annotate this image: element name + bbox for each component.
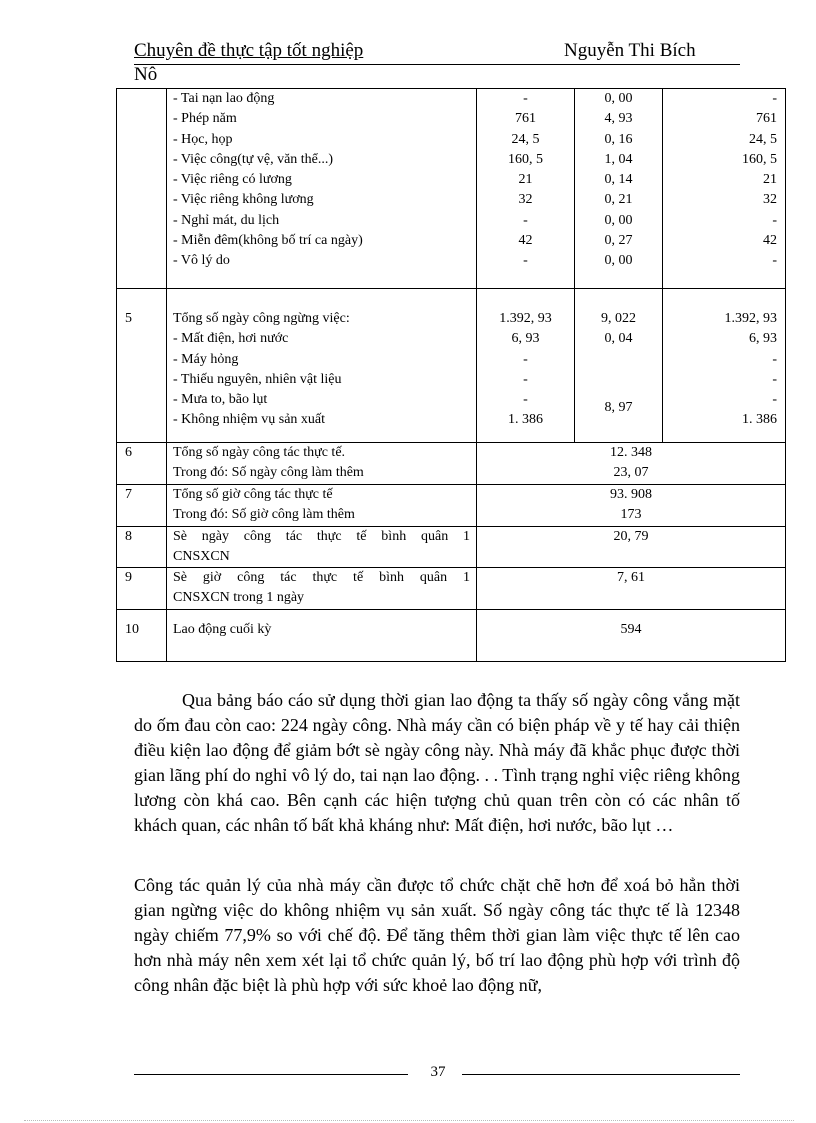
merged-value-cell — [477, 568, 786, 610]
table-row — [117, 526, 786, 568]
value: - — [523, 351, 528, 367]
row-label: Tổng số giờ công tác thực tế — [173, 487, 333, 502]
value: 0, 16 — [604, 131, 633, 147]
row-number-cell — [117, 485, 167, 527]
row-sublabel: Trong đó: Số giờ công làm thêm — [173, 507, 355, 523]
value: 6, 93 — [749, 331, 777, 347]
value: 20, 79 — [613, 528, 649, 544]
value: 1.392, 93 — [724, 311, 777, 326]
list-item: - Không nhiệm vụ sản xuất — [173, 412, 326, 428]
page-number: 37 — [430, 1064, 446, 1080]
value: 0, 21 — [604, 192, 633, 208]
value: 4, 93 — [604, 111, 633, 127]
row-number: 7 — [125, 487, 132, 502]
value: 7, 61 — [617, 570, 645, 586]
row-number-cell — [117, 89, 167, 289]
value: 594 — [620, 621, 642, 637]
value: 32 — [763, 192, 777, 208]
value: 8, 97 — [604, 399, 633, 415]
header-author: Nguyễn Thi Bích — [564, 40, 696, 61]
table-row — [117, 89, 786, 289]
list-item: Tổng số ngày công ngừng việc: — [173, 311, 350, 326]
value: 160, 5 — [742, 151, 777, 167]
merged-value-cell — [477, 526, 786, 568]
value: - — [772, 212, 777, 228]
value: - — [523, 392, 528, 408]
header-title: Chuyên đề thực tập tốt nghiệp — [134, 40, 364, 61]
row-label: Sè giờ công tác thực tế bình quân 1 — [173, 570, 470, 586]
list-item: - Mất điện, hơi nước — [173, 331, 289, 347]
row-label-continued: CNSXCN — [173, 548, 230, 564]
row-number: 10 — [125, 621, 139, 637]
list-item: - Nghỉ mát, du lịch — [173, 212, 280, 228]
labor-time-report-table — [116, 88, 786, 662]
value: 0, 14 — [604, 172, 633, 188]
value: 6, 93 — [511, 331, 540, 347]
list-item: - Việc riêng có lương — [173, 172, 292, 188]
value: 93. 908 — [610, 487, 652, 502]
row-label: Tổng số ngày công tác thực tế. — [173, 445, 346, 460]
page-header — [134, 40, 740, 65]
page-bottom-edge — [24, 1120, 794, 1121]
value: 160, 5 — [508, 151, 543, 167]
table-row — [117, 443, 786, 485]
row-label: Sè ngày công tác thực tế bình quân 1 — [173, 528, 470, 544]
list-item: - Vô lý do — [173, 253, 230, 269]
days-cell — [477, 289, 575, 443]
list-item: - Máy hỏng — [173, 351, 239, 367]
row-number-cell — [117, 289, 167, 443]
value: 24, 5 — [511, 131, 540, 147]
value: - — [772, 253, 777, 269]
table-row — [117, 609, 786, 661]
value: - — [523, 212, 528, 228]
value: 173 — [620, 507, 642, 523]
item-list-cell — [167, 89, 477, 289]
list-item: - Phép năm — [173, 111, 237, 127]
value: - — [772, 91, 777, 106]
table-row — [117, 289, 786, 443]
value: 21 — [763, 172, 777, 188]
days-cell — [477, 89, 575, 289]
value: 24, 5 — [749, 131, 777, 147]
list-item: - Việc công(tự vệ, văn thể...) — [173, 151, 334, 167]
table-row — [117, 568, 786, 610]
label-cell — [167, 526, 477, 568]
value: 23, 07 — [613, 465, 649, 481]
value: 761 — [515, 111, 536, 127]
analysis-paragraph-1: Qua bảng báo cáo sử dụng thời gian lao động ta thấy số ngày công vắng mặt do ốm đau còn cao: 224 ngày công. Nhà máy cần có biện pháp về y tế hay cải thiện điều kiện lao động để giảm bớt sè ngày công này. Nhà máy đã khắc phục được thời gian lãng phí do nghỉ vô lý do, tai nạn lao động. . . Tình trạng nghỉ việc riêng không lương còn khá cao. Bên cạnh các hiện tượng chủ quan trên còn có các nhân tố khách quan, các nhân tố bất khả kháng như: Mất điện, hơi nước, bão lụt … — [134, 690, 740, 835]
list-item: - Miễn đêm(không bố trí ca ngày) — [173, 233, 363, 249]
value: - — [772, 392, 777, 408]
merged-value-cell — [477, 443, 786, 485]
value: 0, 00 — [604, 253, 633, 269]
value: 0, 00 — [604, 212, 633, 228]
value: 1. 386 — [742, 412, 777, 428]
value: 1.392, 93 — [499, 311, 552, 326]
label-cell — [167, 568, 477, 610]
label-cell — [167, 443, 477, 485]
list-item: - Tai nạn lao động — [173, 91, 275, 106]
value: - — [772, 351, 777, 367]
value: 42 — [763, 233, 777, 249]
value: 1. 386 — [508, 412, 543, 428]
row-number: 9 — [125, 570, 132, 586]
value: 9, 022 — [601, 311, 636, 326]
row-number: 5 — [125, 311, 132, 326]
value: - — [523, 253, 528, 269]
value: 42 — [518, 233, 533, 249]
row-number-cell — [117, 526, 167, 568]
value: - — [523, 91, 528, 106]
value: 32 — [518, 192, 533, 208]
header-author-continuation: Nô — [134, 64, 158, 85]
footer-rule-left — [134, 1074, 408, 1075]
list-item: - Thiếu nguyên, nhiên vật liệu — [173, 371, 342, 387]
table-row — [117, 485, 786, 527]
percent-cell — [575, 89, 663, 289]
analysis-paragraph-2: Công tác quản lý của nhà máy cần được tổ chức chặt chẽ hơn để xoá bỏ hẳn thời gian ngừng việc do không nhiệm vụ sản xuất. Số ngày công tác thực tế là 12348 ngày chiếm 77,9% so với chế độ. Để tăng thêm thời gian làm việc thực tế lên cao hơn nhà máy nên xem xét lại tổ chức quản lý, bố trí lao động phù hợp với trình độ công nhân đặc biệt là phù hợp với sức khoẻ lao động nữ, — [134, 875, 740, 995]
row-number: 8 — [125, 528, 132, 544]
value: 21 — [518, 172, 533, 188]
row-number: 6 — [125, 445, 132, 460]
footer-rule-right — [462, 1074, 740, 1075]
total-cell — [663, 289, 786, 443]
merged-value-cell — [477, 485, 786, 527]
row-number-cell — [117, 568, 167, 610]
row-label: Lao động cuối kỳ — [173, 621, 272, 637]
value: - — [523, 371, 528, 387]
label-cell — [167, 485, 477, 527]
item-list-cell — [167, 289, 477, 443]
list-item: - Học, họp — [173, 131, 233, 147]
row-number-cell — [117, 443, 167, 485]
percent-cell — [575, 289, 663, 443]
list-item: - Việc riêng không lương — [173, 192, 314, 208]
value: - — [772, 371, 777, 387]
value: 0, 00 — [604, 91, 633, 106]
row-sublabel: Trong đó: Số ngày công làm thêm — [173, 465, 364, 481]
row-number-cell — [117, 609, 167, 661]
value: 1, 04 — [604, 151, 633, 167]
value: 761 — [756, 111, 777, 127]
value: 12. 348 — [610, 445, 652, 460]
value: 0, 27 — [604, 233, 633, 249]
row-label-continued: CNSXCN trong 1 ngày — [173, 590, 305, 606]
label-cell — [167, 609, 477, 661]
value: 0, 04 — [604, 331, 633, 347]
list-item: - Mưa to, bão lụt — [173, 392, 268, 408]
total-cell — [663, 89, 786, 289]
merged-value-cell — [477, 609, 786, 661]
